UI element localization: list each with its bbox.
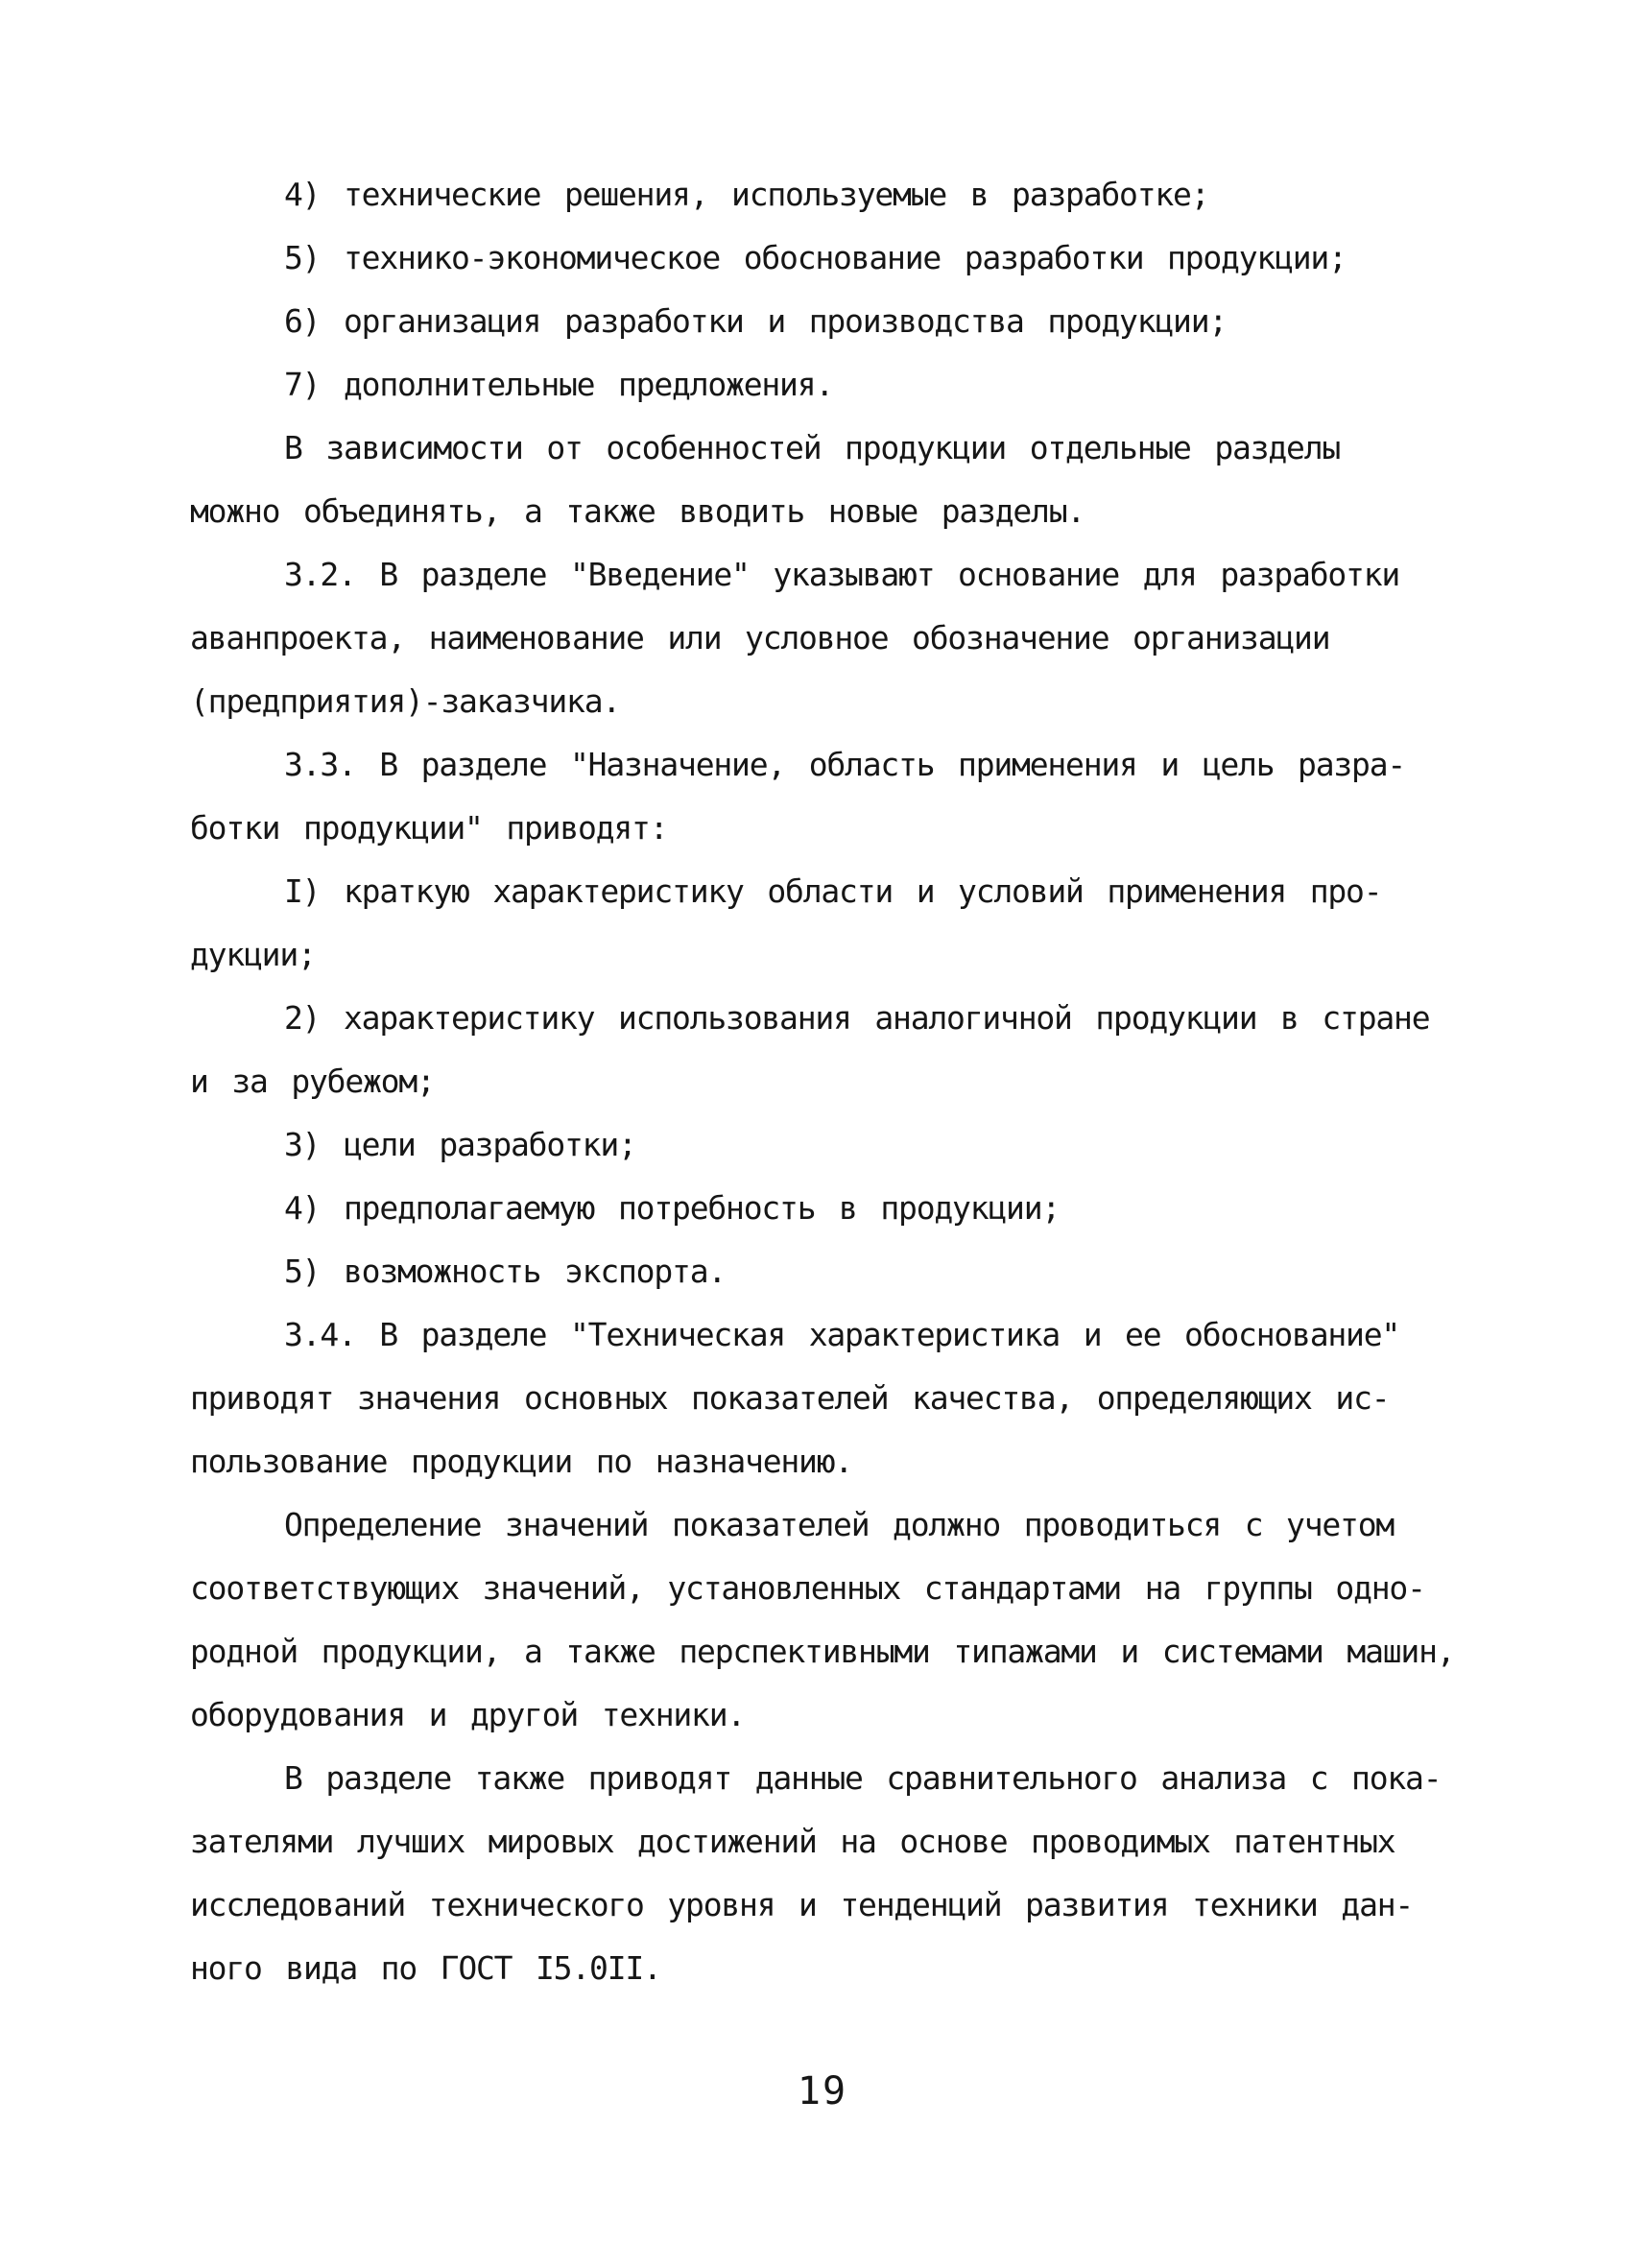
section-3-4-line: приводят значения основных показателей качества, определяющих ис- xyxy=(190,1379,1390,1417)
paragraph-line: можно объединять, а также вводить новые разделы. xyxy=(190,492,1085,530)
list-item-4: 4) технические решения, используемые в разработке; xyxy=(284,176,1209,213)
list-item-2-continued: и за рубежом; xyxy=(190,1062,435,1100)
paragraph-line: ного вида по ГОСТ I5.0II. xyxy=(190,1949,661,1987)
list-item-5: 5) технико-экономическое обоснование разработки продукции; xyxy=(284,239,1347,276)
paragraph-line: В разделе также приводят данные сравнительного анализа с пока- xyxy=(284,1759,1442,1797)
body-text xyxy=(190,163,1514,2000)
paragraph-line: В зависимости от особенностей продукции отдельные разделы xyxy=(284,429,1341,466)
list-item-2: 2) характеристику использования аналогичной продукции в стране xyxy=(284,999,1430,1037)
paragraph-line: соответствующих значений, установленных стандартами на группы одно- xyxy=(190,1569,1425,1607)
list-item-6: 6) организация разработки и производства продукции; xyxy=(284,302,1228,340)
section-3-2-line: аванпроекта, наименование или условное обозначение организации xyxy=(190,619,1330,657)
list-item-1: I) краткую характеристику области и условий применения про- xyxy=(284,872,1382,910)
list-item-7: 7) дополнительные предложения. xyxy=(284,366,834,403)
list-item-5: 5) возможность экспорта. xyxy=(284,1253,727,1290)
section-3-4-line: пользование продукции по назначению. xyxy=(190,1443,853,1480)
paragraph-line: исследований технического уровня и тенденций развития техники дан- xyxy=(190,1886,1414,1923)
paragraph-line: родной продукции, а также перспективными типажами и системами машин, xyxy=(190,1633,1455,1670)
list-item-3: 3) цели разработки; xyxy=(284,1126,636,1163)
paragraph-line: Определение значений показателей должно проводиться с учетом xyxy=(284,1506,1395,1543)
section-3-3-line: ботки продукции" приводят: xyxy=(190,809,668,847)
paragraph-line: зателями лучших мировых достижений на основе проводимых патентных xyxy=(190,1823,1395,1860)
section-3-3-line: 3.3. В разделе "Назначение, область применения и цель разра- xyxy=(284,746,1406,783)
section-3-2-line: 3.2. В разделе "Введение" указывают основание для разработки xyxy=(284,556,1400,593)
list-item-4: 4) предполагаемую потребность в продукции; xyxy=(284,1189,1061,1227)
list-item-1-continued: дукции; xyxy=(190,936,316,973)
paragraph-line: оборудования и другой техники. xyxy=(190,1696,746,1733)
section-3-4-line: 3.4. В разделе "Техническая характеристика и ее обоснование" xyxy=(284,1316,1400,1353)
page-number: 19 xyxy=(797,2069,848,2113)
section-3-2-line: (предприятия)-заказчика. xyxy=(190,682,621,720)
